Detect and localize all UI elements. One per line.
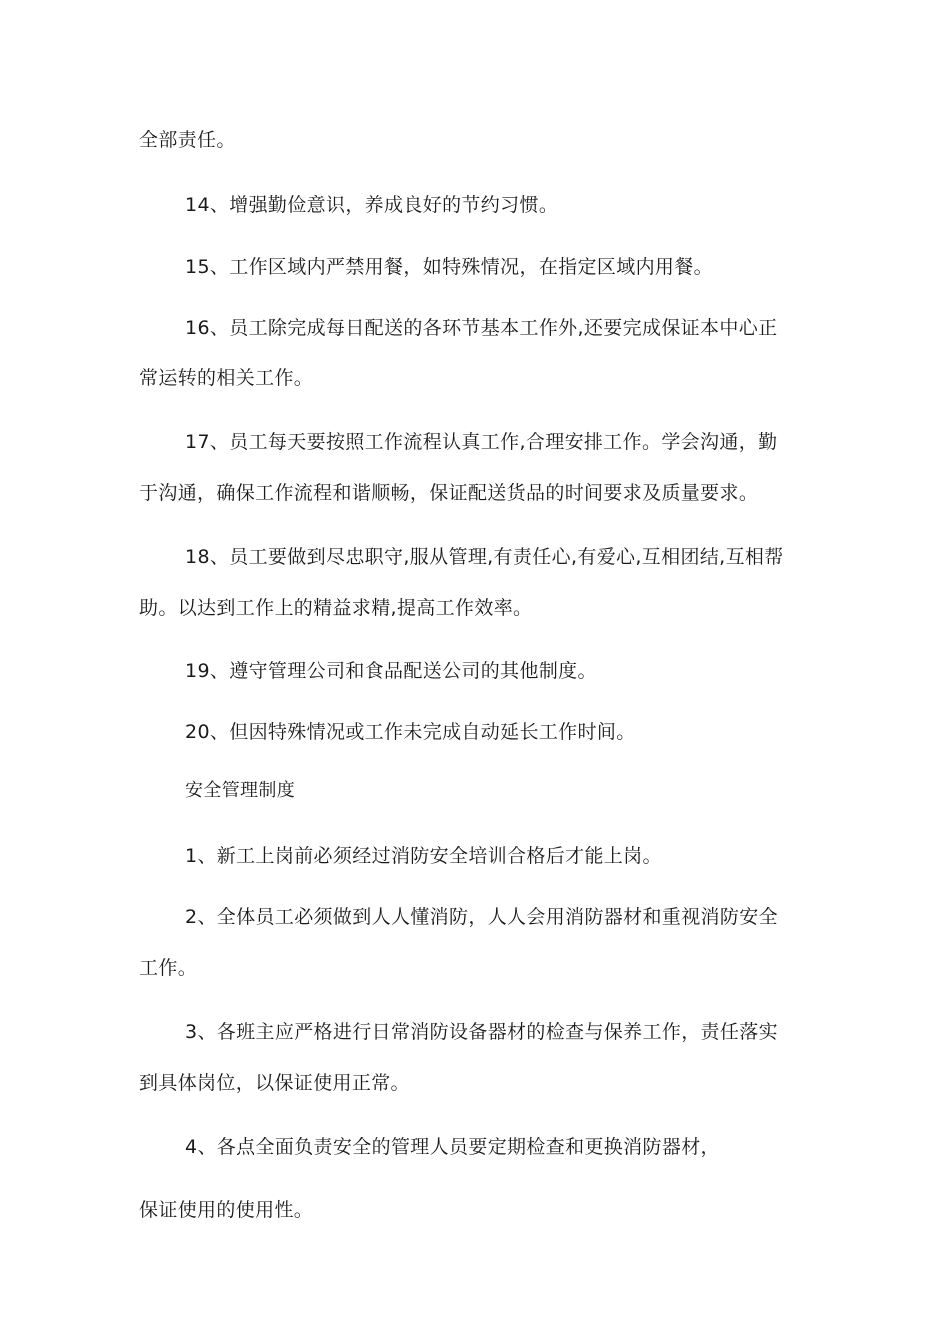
section-heading: 安全管理制度 [185, 780, 296, 801]
text-line: 于沟通，确保工作流程和谐顺畅，保证配送货品的时间要求及质量要求。 [139, 482, 759, 504]
text-line: 助。以达到工作上的精益求精,提高工作效率。 [139, 597, 533, 619]
list-item-15: 15、工作区域内严禁用餐，如特殊情况，在指定区域内用餐。 [185, 256, 713, 278]
text-line: 全部责任。 [139, 129, 236, 151]
list-item-19: 19、遵守管理公司和食品配送公司的其他制度。 [185, 660, 597, 682]
list-item-17: 17、员工每天要按照工作流程认真工作,合理安排工作。学会沟通，勤 [185, 431, 778, 453]
list-item-14: 14、增强勤俭意识，养成良好的节约习惯。 [185, 194, 559, 216]
list-item-16: 16、员工除完成每日配送的各环节基本工作外,还要完成保证本中心正 [185, 317, 778, 339]
text-line: 工作。 [139, 957, 198, 979]
list-item-3: 3、各班主应严格进行日常消防设备器材的检查与保养工作，责任落实 [185, 1021, 778, 1043]
list-item-4: 4、各点全面负责安全的管理人员要定期检查和更换消防器材， [185, 1136, 720, 1158]
list-item-20: 20、但因特殊情况或工作未完成自动延长工作时间。 [185, 721, 636, 743]
list-item-18: 18、员工要做到尽忠职守,服从管理,有责任心,有爱心,互相团结,互相帮 [185, 546, 784, 568]
text-line: 到具体岗位，以保证使用正常。 [139, 1072, 410, 1094]
list-item-2: 2、全体员工必须做到人人懂消防，人人会用消防器材和重视消防安全 [185, 906, 778, 928]
text-line: 保证使用的使用性。 [139, 1199, 314, 1221]
text-line: 常运转的相关工作。 [139, 367, 314, 389]
list-item-1: 1、新工上岗前必须经过消防安全培训合格后才能上岗。 [185, 845, 662, 867]
